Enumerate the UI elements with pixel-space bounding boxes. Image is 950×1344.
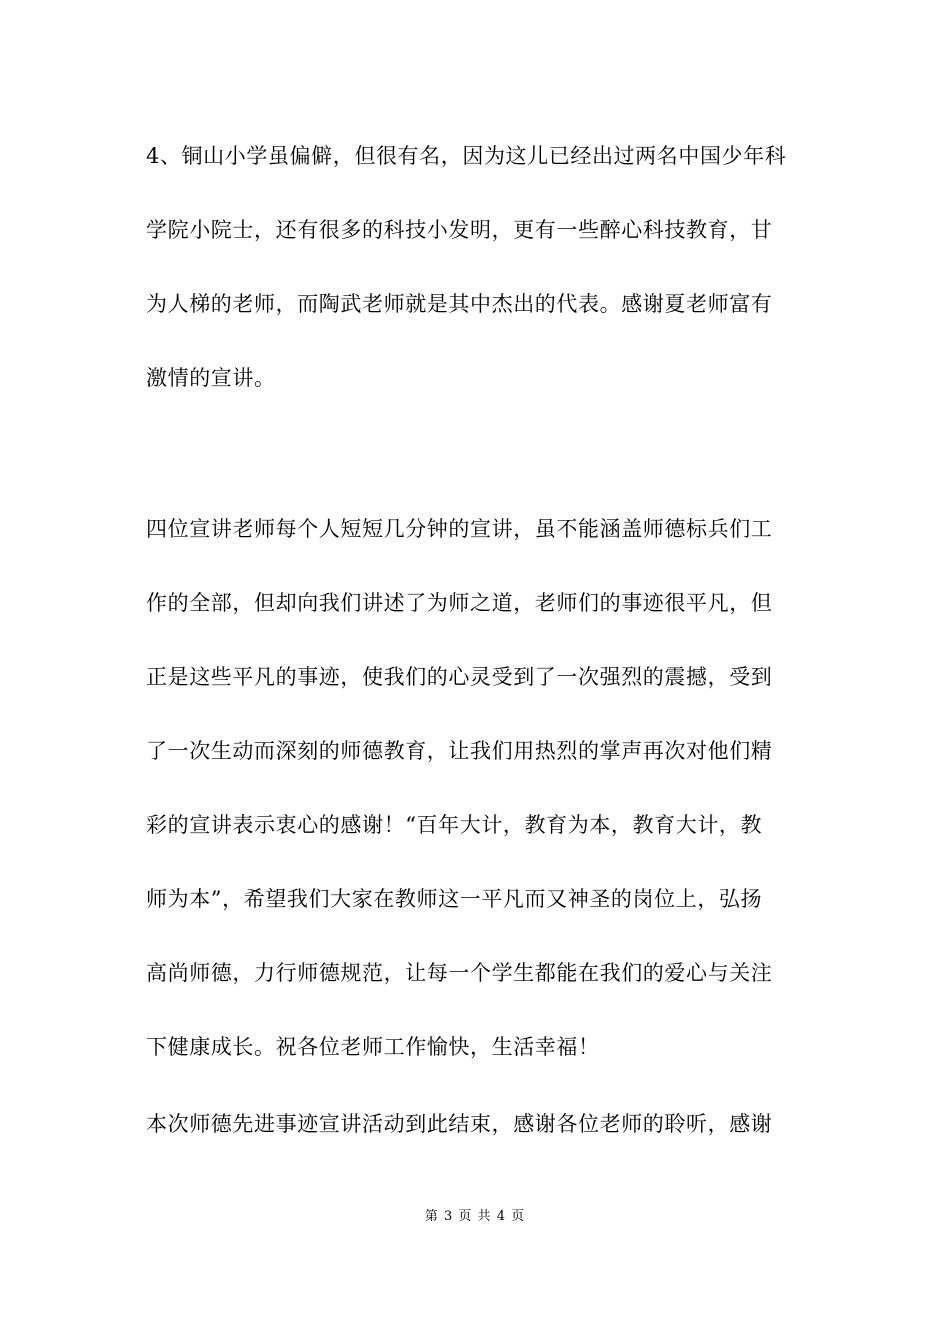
paragraph-1-line-4: 激情的宣讲。 xyxy=(146,366,276,390)
page-number-footer: 第 3 页 共 4 页 xyxy=(424,1209,526,1224)
paragraph-3-line-1: 本次师德先进事迹宣讲活动到此结束，感谢各位老师的聆听，感谢 xyxy=(146,1112,773,1136)
paragraph-2-line-5: 彩的宣讲表示衷心的感谢！“百年大计，教育为本，教育大计，教 xyxy=(146,813,763,837)
paragraph-2-line-6: 师为本”，希望我们大家在教师这一平凡而又神圣的岗位上，弘扬 xyxy=(146,887,763,911)
paragraph-2-line-7: 高尚师德，力行师德规范，让每一个学生都能在我们的爱心与关注 xyxy=(146,961,773,985)
paragraph-2-line-2: 作的全部，但却向我们讲述了为师之道，老师们的事迹很平凡，但 xyxy=(146,591,773,615)
paragraph-2-line-3: 正是这些平凡的事迹，使我们的心灵受到了一次强烈的震撼，受到 xyxy=(146,665,773,689)
paragraph-2-line-1: 四位宣讲老师每个人短短几分钟的宣讲，虽不能涵盖师德标兵们工 xyxy=(146,517,773,541)
paragraph-1-line-1: 4、铜山小学虽偏僻，但很有名，因为这儿已经出过两名中国少年科 xyxy=(146,144,787,168)
paragraph-2-line-4: 了一次生动而深刻的师德教育，让我们用热烈的掌声再次对他们精 xyxy=(146,739,773,763)
paragraph-2-line-8: 下健康成长。祝各位老师工作愉快，生活幸福！ xyxy=(146,1035,600,1059)
paragraph-1-line-3: 为人梯的老师，而陶武老师就是其中杰出的代表。感谢夏老师富有 xyxy=(146,292,773,316)
paragraph-1-line-2: 学院小院士，还有很多的科技小发明，更有一些醉心科技教育，甘 xyxy=(146,218,773,242)
